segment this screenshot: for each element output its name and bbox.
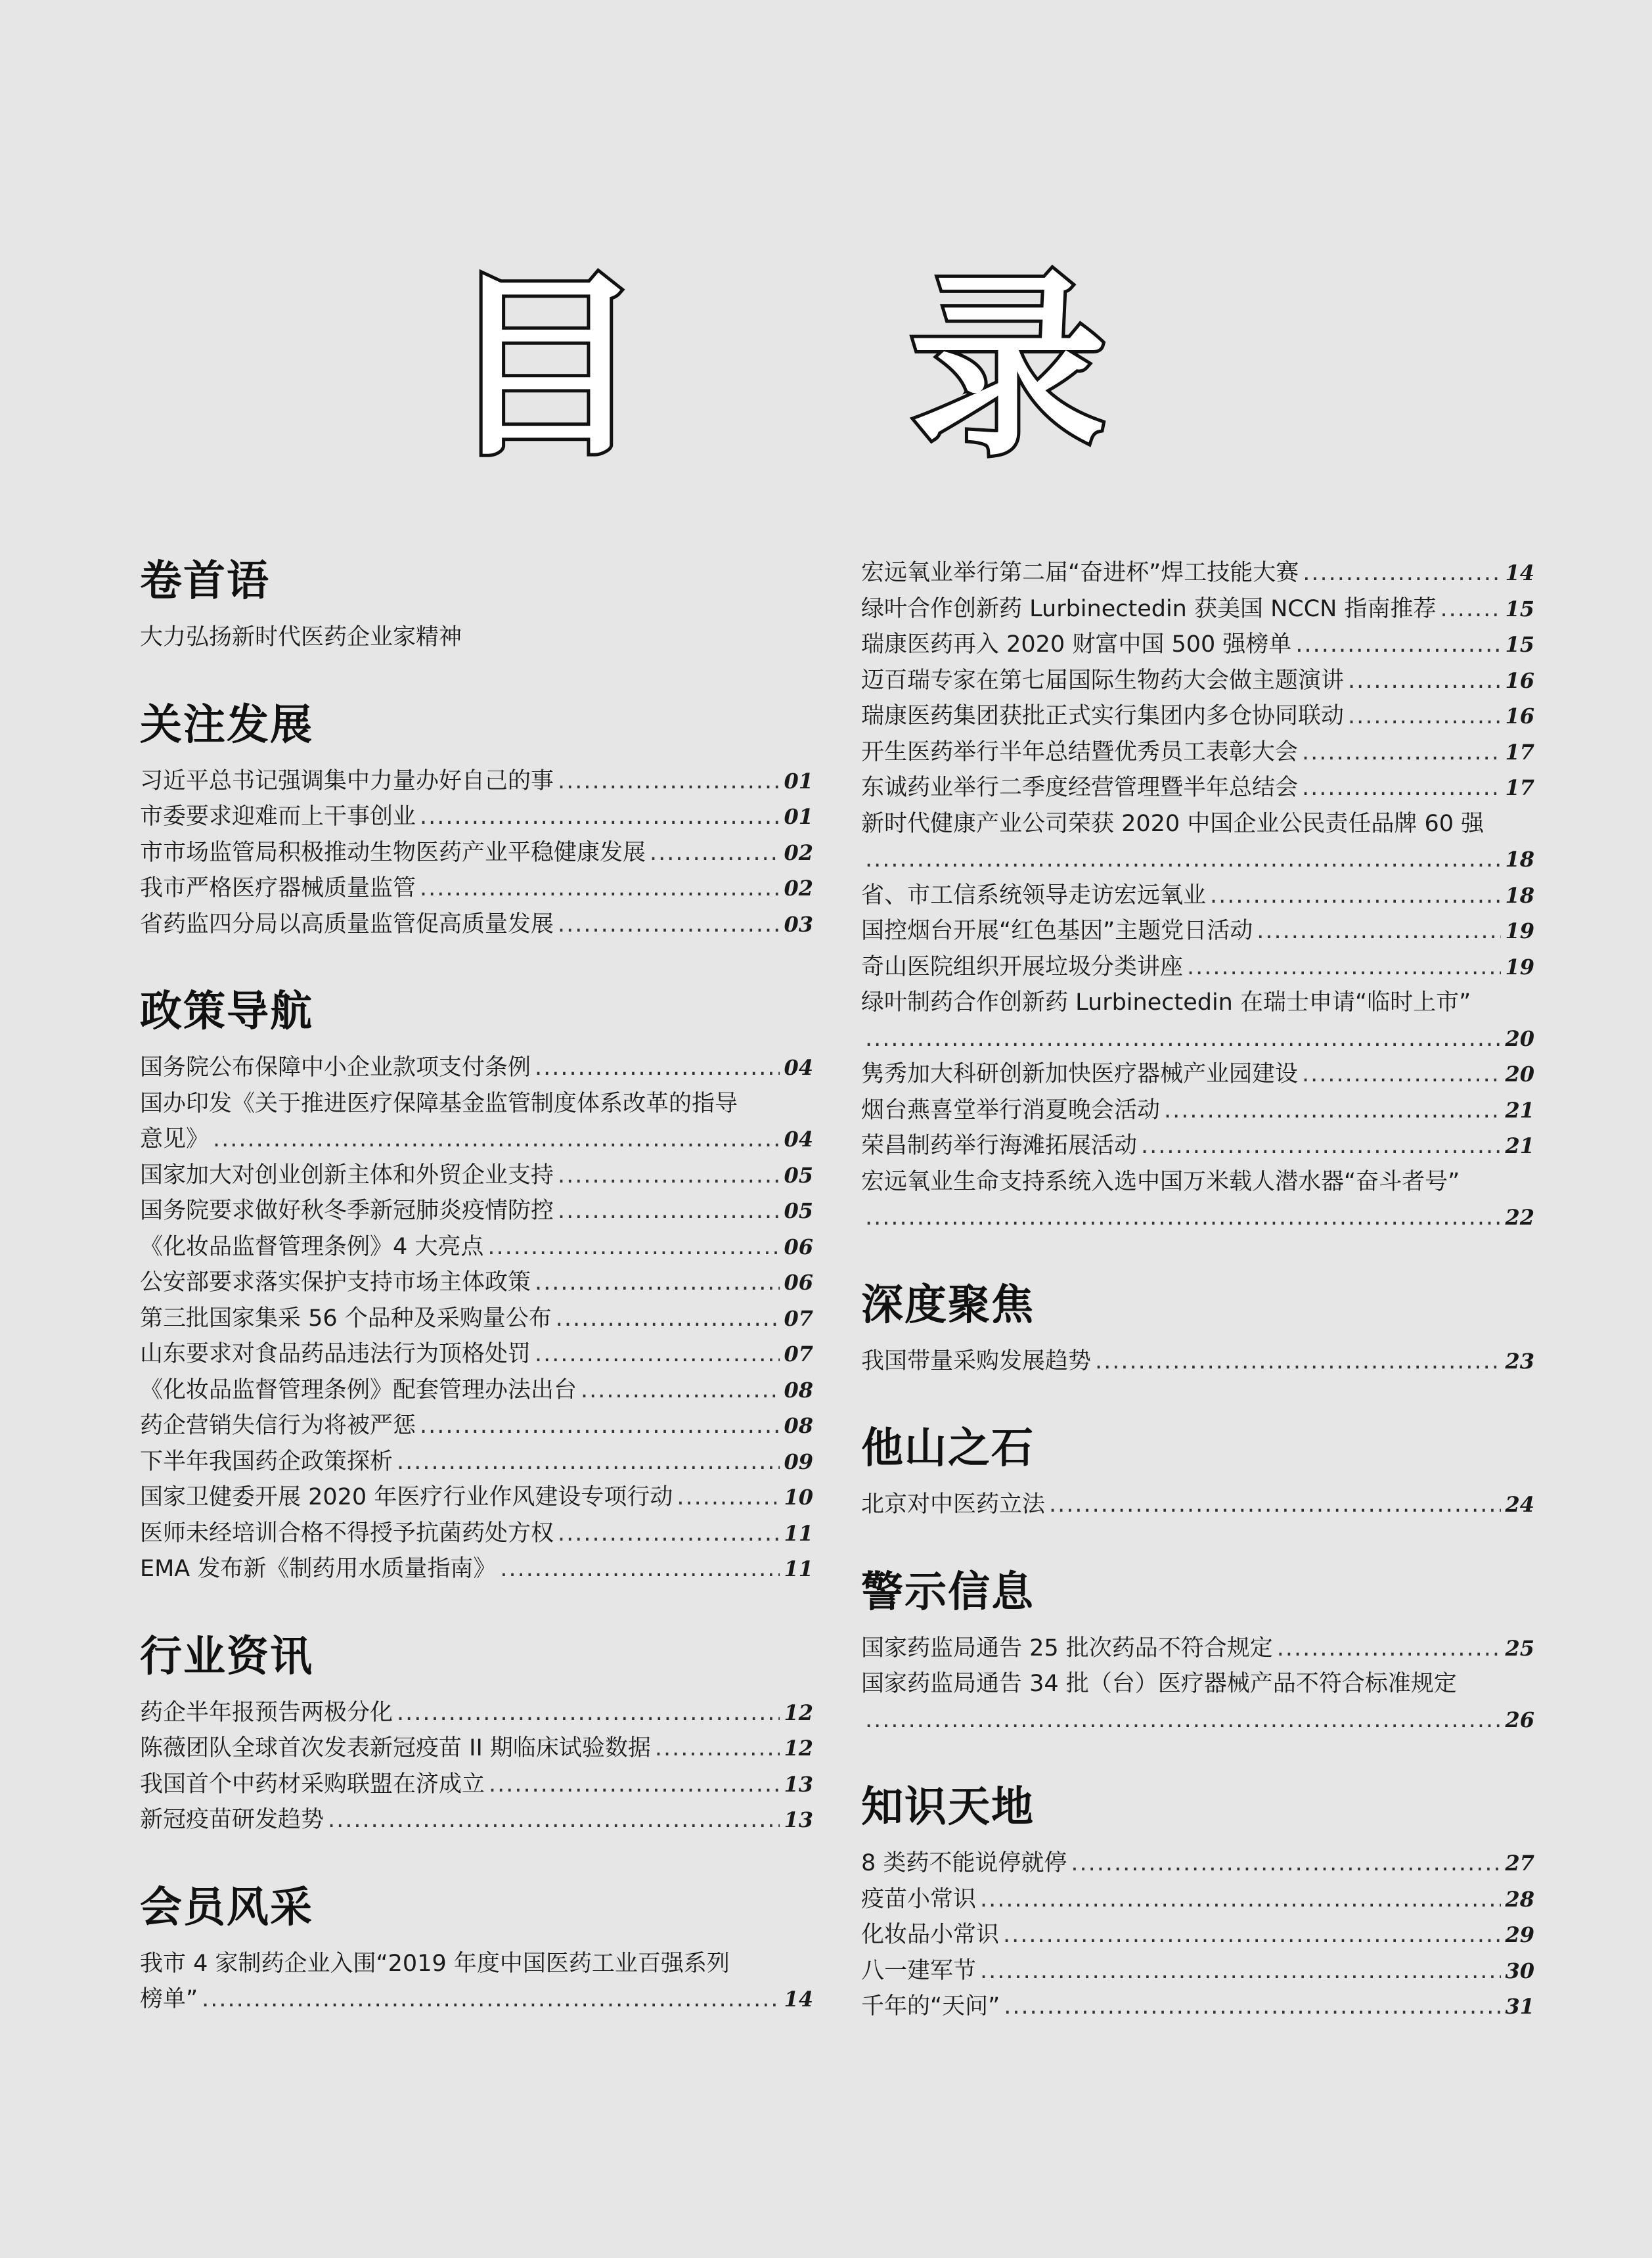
leader-dots xyxy=(865,1702,1501,1738)
section-heading: 关注发展 xyxy=(140,700,313,750)
leader-dots xyxy=(535,1265,780,1301)
page-number: 08 xyxy=(784,1377,813,1403)
toc-entry-title: 市市场监管局积极推动生物医药产业平稳健康发展 xyxy=(140,839,646,866)
page-number: 07 xyxy=(784,1305,813,1331)
toc-entry[interactable] xyxy=(861,1344,1534,1380)
toc-entry[interactable] xyxy=(140,1802,813,1838)
page-number: 23 xyxy=(1505,1348,1534,1374)
leader-dots xyxy=(1049,1487,1501,1523)
toc-entry-title: 荣昌制药举行海滩拓展活动 xyxy=(861,1133,1138,1159)
toc-entry[interactable] xyxy=(140,1301,813,1337)
toc-entry[interactable] xyxy=(140,763,813,800)
toc-entry-title[interactable]: 国家药监局通告 34 批（台）医疗器械产品不符合标准规定 xyxy=(861,1671,1457,1697)
page-number: 12 xyxy=(784,1700,813,1725)
page-number: 08 xyxy=(784,1413,813,1438)
toc-entry[interactable] xyxy=(861,878,1534,914)
page-number: 21 xyxy=(1505,1133,1534,1158)
leader-dots xyxy=(558,1158,780,1194)
leader-dots xyxy=(1257,913,1501,949)
leader-dots xyxy=(1302,1056,1501,1093)
leader-dots xyxy=(865,1200,1501,1236)
toc-entry-title: 八一建军节 xyxy=(861,1957,977,1984)
toc-entry-title[interactable]: 新时代健康产业公司荣获 2020 中国企业公民责任品牌 60 强 xyxy=(861,810,1485,837)
toc-entry[interactable] xyxy=(861,555,1534,591)
toc-entry[interactable] xyxy=(140,1229,813,1265)
toc-entry-title: 公安部要求落实保护支持市场主体政策 xyxy=(140,1269,531,1296)
toc-entry[interactable] xyxy=(140,1336,813,1372)
leader-dots xyxy=(865,842,1501,878)
leader-dots xyxy=(558,907,780,943)
page-number: 18 xyxy=(1505,882,1534,908)
page-number: 17 xyxy=(1505,775,1534,800)
toc-entry-title: 我国首个中药材采购联盟在济成立 xyxy=(140,1771,485,1797)
toc-entry-title: 瑞康医药集团获批正式实行集团内多仓协同联动 xyxy=(861,703,1345,729)
toc-entry[interactable] xyxy=(861,949,1534,985)
toc-section xyxy=(861,1781,1534,2025)
section-heading: 行业资讯 xyxy=(140,1632,313,1681)
toc-entry[interactable] xyxy=(861,1631,1534,1667)
leader-dots xyxy=(650,835,780,871)
toc-entry[interactable] xyxy=(861,913,1534,949)
toc-entry[interactable] xyxy=(140,1121,813,1158)
toc-entry[interactable] xyxy=(140,1516,813,1552)
leader-dots xyxy=(500,1551,780,1587)
toc-entry-title: 千年的“天问” xyxy=(861,1993,1000,2020)
toc-entry-title: 国控烟台开展“红色基因”主题党日活动 xyxy=(861,918,1253,944)
toc-entry[interactable] xyxy=(861,1702,1534,1738)
toc-entry-title: 市委要求迎难而上干事创业 xyxy=(140,803,416,830)
section-heading: 会员风采 xyxy=(140,1883,313,1932)
page-number: 01 xyxy=(784,768,813,794)
toc-entry-title: 奇山医院组织开展垃圾分类讲座 xyxy=(861,953,1184,980)
page-number: 14 xyxy=(784,1987,813,2012)
page-number: 19 xyxy=(1505,918,1534,943)
leader-dots xyxy=(980,1953,1501,1989)
page-number: 11 xyxy=(784,1520,813,1546)
leader-dots xyxy=(1187,949,1501,985)
toc-section xyxy=(140,555,813,656)
page-number: 02 xyxy=(784,840,813,865)
toc-entry[interactable] xyxy=(140,1193,813,1229)
section-heading: 他山之石 xyxy=(861,1424,1035,1473)
leader-dots xyxy=(655,1730,780,1767)
leader-dots xyxy=(581,1372,780,1409)
page-number: 30 xyxy=(1505,1958,1534,1983)
toc-entry[interactable] xyxy=(861,1882,1534,1918)
page-number: 15 xyxy=(1505,632,1534,657)
toc-entry[interactable] xyxy=(140,1730,813,1767)
toc-entry-title: 开生医药举行半年总结暨优秀员工表彰大会 xyxy=(861,738,1299,765)
page-number: 20 xyxy=(1505,1062,1534,1087)
toc-section xyxy=(140,1631,813,1838)
toc-entry-title: 省、市工信系统领导走访宏远氧业 xyxy=(861,882,1207,909)
toc-left-column xyxy=(140,555,813,2061)
leader-dots xyxy=(980,1882,1501,1918)
toc-entry-title: 第三批国家集采 56 个品种及采购量公布 xyxy=(140,1305,552,1332)
toc-entry[interactable] xyxy=(140,835,813,871)
toc-entry-title: 绿叶合作创新药 Lurbinectedin 获美国 NCCN 指南推荐 xyxy=(861,595,1437,622)
page-number: 22 xyxy=(1505,1205,1534,1230)
toc-entry-title: 国务院要求做好秋冬季新冠肺炎疫情防控 xyxy=(140,1198,554,1224)
toc-entry-title[interactable]: 绿叶制药合作创新药 Lurbinectedin 在瑞士申请“临时上市” xyxy=(861,989,1471,1016)
leader-dots xyxy=(1095,1344,1501,1380)
page-number: 15 xyxy=(1505,596,1534,621)
toc-entry-title: 8 类药不能说停就停 xyxy=(861,1850,1067,1876)
leader-dots xyxy=(420,870,780,907)
page-number: 07 xyxy=(784,1342,813,1366)
page-number: 04 xyxy=(784,1055,813,1080)
toc-entry[interactable] xyxy=(140,1444,813,1480)
toc-entry[interactable] xyxy=(861,842,1534,878)
toc-entry-title: 药企营销失信行为将被严惩 xyxy=(140,1412,416,1439)
leader-dots xyxy=(558,1193,780,1229)
toc-section xyxy=(861,555,1534,1236)
leader-dots xyxy=(397,1444,780,1480)
toc-entry-title: 省药监四分局以高质量监管促高质量发展 xyxy=(140,911,554,937)
leader-dots xyxy=(1003,1917,1501,1953)
page-number: 06 xyxy=(784,1234,813,1259)
toc-entry[interactable] xyxy=(140,1551,813,1587)
toc-entry-title: 疫苗小常识 xyxy=(861,1885,977,1912)
leader-dots xyxy=(1348,663,1501,699)
toc-entry-title[interactable]: 国办印发《关于推进医疗保障基金监管制度体系改革的指导 xyxy=(140,1090,738,1117)
toc-entry[interactable] xyxy=(861,698,1534,734)
toc-entry[interactable] xyxy=(861,1917,1534,1953)
section-heading: 深度聚焦 xyxy=(861,1280,1035,1330)
toc-entry-title: 国家加大对创业创新主体和外贸企业支持 xyxy=(140,1162,554,1188)
toc-entry[interactable] xyxy=(140,1767,813,1803)
section-heading: 警示信息 xyxy=(861,1568,1035,1617)
page-number: 06 xyxy=(784,1270,813,1295)
leader-dots xyxy=(397,1695,780,1731)
toc-entry-title: 烟台燕喜堂举行消夏晚会活动 xyxy=(861,1096,1161,1123)
page-number: 11 xyxy=(784,1556,813,1581)
page-number: 12 xyxy=(784,1736,813,1761)
leader-dots xyxy=(865,1021,1501,1057)
toc-entry[interactable] xyxy=(140,1981,813,2018)
toc-entry-title: 国务院公布保障中小企业款项支付条例 xyxy=(140,1054,531,1081)
leader-dots xyxy=(328,1802,780,1838)
toc-entry-title: 瑞康医药再入 2020 财富中国 500 强榜单 xyxy=(861,631,1292,658)
toc-section xyxy=(861,1422,1534,1523)
toc-section xyxy=(140,699,813,943)
toc-entry-title: 隽秀加大科研创新加快医疗器械产业园建设 xyxy=(861,1061,1299,1087)
leader-dots xyxy=(1141,1128,1501,1164)
toc-entry-title: 国家药监局通告 25 批次药品不符合规定 xyxy=(861,1635,1273,1661)
page-number: 14 xyxy=(1505,560,1534,585)
page-number: 09 xyxy=(784,1449,813,1474)
leader-dots xyxy=(213,1121,780,1158)
toc-entry-title[interactable]: 宏远氧业生命支持系统入选中国万米载人潜水器“奋斗者号” xyxy=(861,1168,1460,1195)
page-number: 05 xyxy=(784,1198,813,1223)
toc-entry[interactable] xyxy=(861,1487,1534,1523)
toc-entry[interactable] xyxy=(140,1479,813,1516)
toc-entry[interactable] xyxy=(861,734,1534,771)
leader-dots xyxy=(677,1479,780,1516)
page-number: 10 xyxy=(784,1485,813,1510)
toc-entry[interactable] xyxy=(861,770,1534,806)
toc-entry-title[interactable]: 大力弘扬新时代医药企业家精神 xyxy=(140,624,462,650)
toc-entry[interactable] xyxy=(861,627,1534,663)
page-number: 16 xyxy=(1505,704,1534,729)
toc-entry-title: 迈百瑞专家在第七届国际生物药大会做主题演讲 xyxy=(861,667,1345,694)
toc-entry-title: 陈薇团队全球首次发表新冠疫苗 II 期临床试验数据 xyxy=(140,1735,651,1761)
toc-section xyxy=(861,1279,1534,1380)
leader-dots xyxy=(556,1301,780,1337)
toc-entry-title: 下半年我国药企政策探析 xyxy=(140,1448,393,1475)
leader-dots xyxy=(1210,878,1501,914)
toc-right-column xyxy=(861,555,1534,2068)
leader-dots xyxy=(1348,698,1501,734)
leader-dots xyxy=(1004,1989,1501,2025)
toc-entry[interactable] xyxy=(140,1695,813,1731)
toc-entry[interactable] xyxy=(861,1128,1534,1164)
toc-entry[interactable] xyxy=(140,799,813,835)
page-number: 18 xyxy=(1505,847,1534,872)
leader-dots xyxy=(558,763,780,800)
page-number: 13 xyxy=(784,1771,813,1797)
toc-entry-title: 国家卫健委开展 2020 年医疗行业作风建设专项行动 xyxy=(140,1484,673,1510)
toc-entry[interactable] xyxy=(861,1953,1534,1989)
section-heading: 卷首语 xyxy=(140,557,270,606)
page-number: 29 xyxy=(1505,1922,1534,1947)
page-number: 28 xyxy=(1505,1886,1534,1912)
page-number: 13 xyxy=(784,1807,813,1832)
toc-entry-title: EMA 发布新《制药用水质量指南》 xyxy=(140,1556,497,1582)
page-number: 31 xyxy=(1505,1994,1534,2019)
leader-dots xyxy=(558,1516,780,1552)
page-number: 21 xyxy=(1505,1097,1534,1123)
toc-entry[interactable] xyxy=(861,663,1534,699)
toc-entry[interactable] xyxy=(140,870,813,907)
toc-entry[interactable] xyxy=(140,1050,813,1086)
page-number: 27 xyxy=(1505,1851,1534,1876)
toc-entry-title: 习近平总书记强调集中力量办好自己的事 xyxy=(140,767,554,794)
page-number: 01 xyxy=(784,804,813,829)
leader-dots xyxy=(1164,1093,1501,1129)
toc-section xyxy=(140,985,813,1587)
toc-entry-title: 《化妆品监督管理条例》配套管理办法出台 xyxy=(140,1376,577,1403)
leader-dots xyxy=(1302,770,1501,806)
toc-entry-title: 我国带量采购发展趋势 xyxy=(861,1347,1092,1374)
page-number: 24 xyxy=(1505,1492,1534,1517)
toc-entry[interactable] xyxy=(140,1265,813,1301)
toc-entry[interactable] xyxy=(861,1845,1534,1882)
toc-entry-title: 《化妆品监督管理条例》4 大亮点 xyxy=(140,1233,484,1260)
toc-entry-title: 我市严格医疗器械质量监管 xyxy=(140,875,416,901)
page-number: 04 xyxy=(784,1127,813,1152)
toc-entry-continuation: 榜单” xyxy=(140,1986,198,2012)
leader-dots xyxy=(1302,734,1501,771)
toc-entry-title: 北京对中医药立法 xyxy=(861,1491,1046,1518)
leader-dots xyxy=(1295,627,1501,663)
page-number: 17 xyxy=(1505,739,1534,765)
toc-entry-title: 宏远氧业举行第二届“奋进杯”焊工技能大赛 xyxy=(861,560,1299,586)
page-number: 03 xyxy=(784,911,813,937)
leader-dots xyxy=(1440,591,1501,627)
toc-entry[interactable] xyxy=(140,1408,813,1444)
leader-dots xyxy=(1303,555,1501,591)
page-title: 目 录 xyxy=(447,253,1205,482)
leader-dots xyxy=(202,1981,780,2018)
toc-entry[interactable] xyxy=(140,907,813,943)
leader-dots xyxy=(487,1229,780,1265)
toc-entry[interactable] xyxy=(861,1989,1534,2025)
page-number: 05 xyxy=(784,1162,813,1188)
toc-section xyxy=(140,1882,813,2018)
leader-dots xyxy=(420,799,780,835)
toc-entry-continuation: 意见》 xyxy=(140,1126,210,1152)
page-number: 16 xyxy=(1505,667,1534,693)
toc-entry[interactable] xyxy=(861,1056,1534,1093)
page-number: 26 xyxy=(1505,1707,1534,1732)
toc-entry-title[interactable]: 我市 4 家制药企业入围“2019 年度中国医药工业百强系列 xyxy=(140,1950,730,1977)
leader-dots xyxy=(1071,1845,1501,1882)
toc-entry-title: 医师未经培训合格不得授予抗菌药处方权 xyxy=(140,1520,554,1547)
toc-entry[interactable] xyxy=(861,1200,1534,1236)
toc-entry-title: 山东要求对食品药品违法行为顶格处罚 xyxy=(140,1341,531,1367)
leader-dots xyxy=(1277,1631,1502,1667)
toc-entry-title: 东诚药业举行二季度经营管理暨半年总结会 xyxy=(861,775,1299,801)
toc-entry[interactable] xyxy=(861,591,1534,627)
toc-section xyxy=(861,1566,1534,1738)
toc-entry-title: 新冠疫苗研发趋势 xyxy=(140,1807,324,1833)
toc-entry[interactable] xyxy=(140,1372,813,1409)
leader-dots xyxy=(489,1767,780,1803)
leader-dots xyxy=(535,1050,780,1086)
section-heading: 知识天地 xyxy=(861,1783,1035,1832)
toc-entry[interactable] xyxy=(861,1093,1534,1129)
page-number: 02 xyxy=(784,876,813,901)
toc-entry-title: 药企半年报预告两极分化 xyxy=(140,1699,393,1726)
toc-entry[interactable] xyxy=(861,1021,1534,1057)
leader-dots xyxy=(535,1336,780,1372)
toc-entry-title: 化妆品小常识 xyxy=(861,1922,1000,1948)
section-heading: 政策导航 xyxy=(140,987,313,1036)
toc-entry[interactable] xyxy=(140,1158,813,1194)
page-number: 25 xyxy=(1505,1635,1534,1661)
page-number: 20 xyxy=(1505,1026,1534,1051)
leader-dots xyxy=(420,1408,780,1444)
page-number: 19 xyxy=(1505,954,1534,980)
